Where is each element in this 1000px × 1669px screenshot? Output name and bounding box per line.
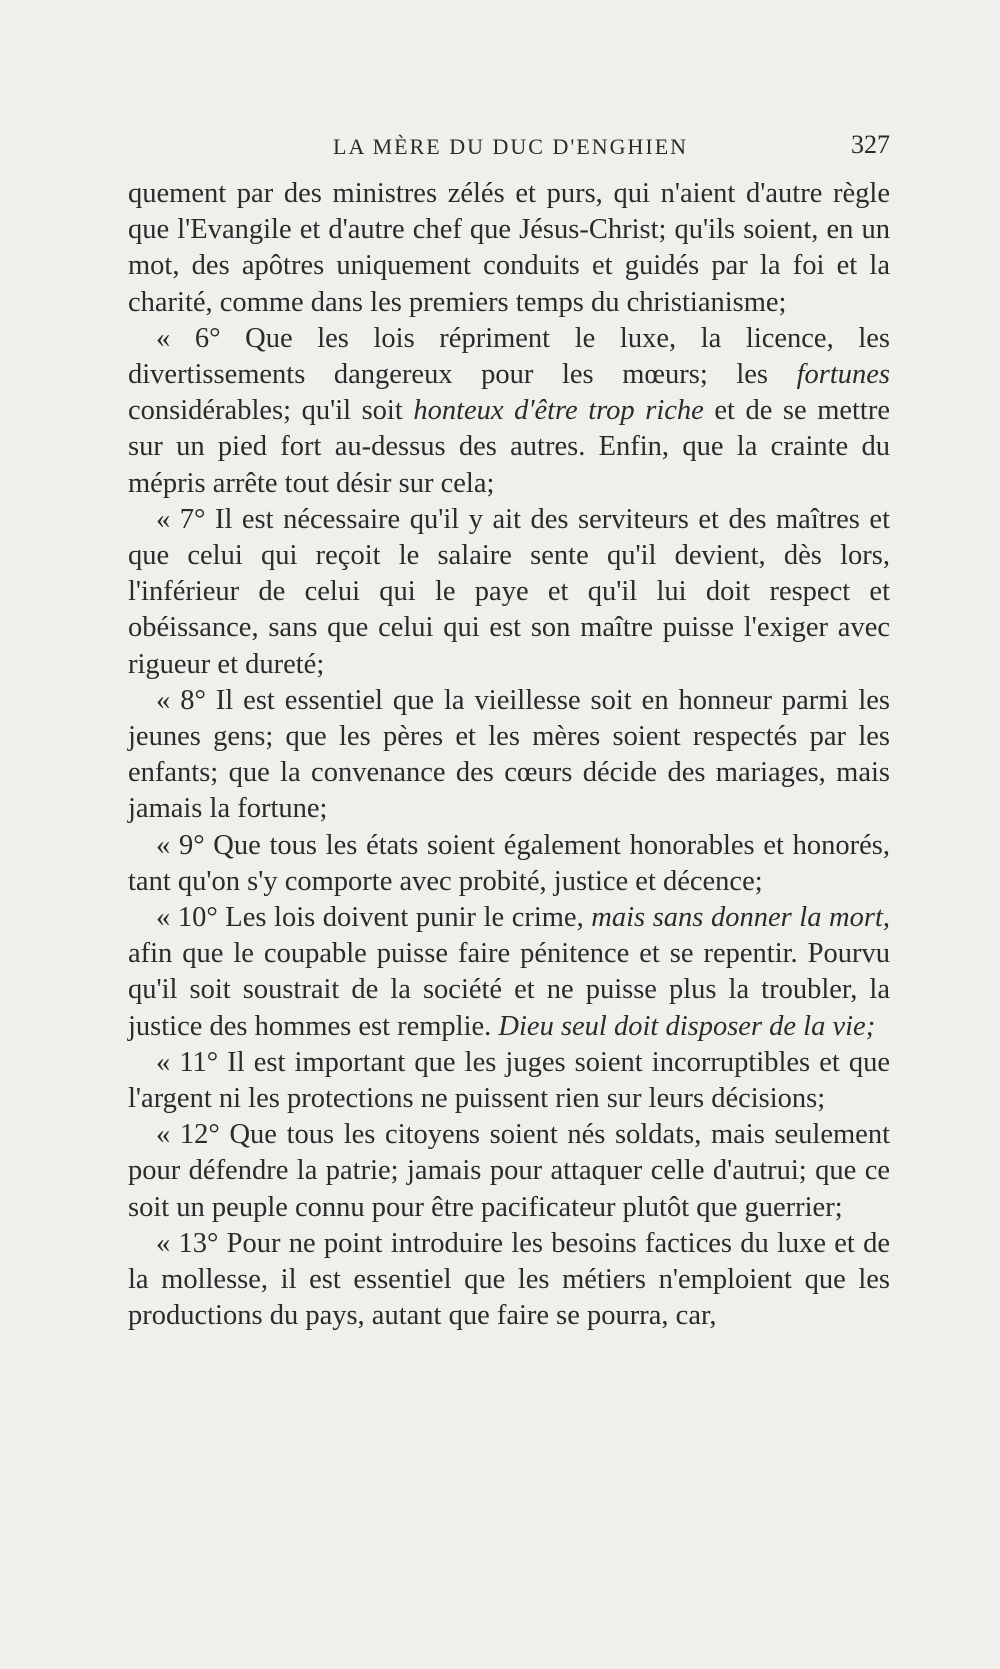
running-head: LA MÈRE DU DUC D'ENGHIEN — [333, 134, 689, 159]
paragraph — [128, 502, 890, 683]
page-header — [128, 126, 890, 166]
paragraph — [128, 900, 890, 1045]
page-number: 327 — [851, 130, 890, 159]
text-segment: « 12° Que tous les citoyens soient nés soldats, mais seulement pour défendre la patrie; jamais pour attaquer celle d'autrui; que ce soit un peuple connu pour être pacificateur plutôt que guerrier; — [128, 1119, 890, 1223]
paragraph — [128, 683, 890, 828]
text-segment: « 7° Il est nécessaire qu'il y ait des serviteurs et des maîtres et que celui qui reçoit le salaire sente qu'il devient, dès lors, l'inférieur de celui qui le paye et qu'il lui doit respect et obéissance, sans que celui qui est son maître puisse l'exiger avec rigueur et dureté; — [128, 503, 890, 680]
italic-text: honteux d'être trop riche — [413, 395, 704, 427]
paragraph — [128, 1045, 890, 1117]
paragraph — [128, 828, 890, 900]
text-segment: considérables; qu'il soit — [128, 395, 414, 427]
italic-text: mais sans donner la mort — [591, 902, 883, 934]
text-segment: , afin que le coupable puisse faire pénitence et se repentir. Pourvu qu'il soit soustrait de la société et ne puisse plus la troubler, la justice des hommes est remplie. — [128, 902, 890, 1042]
paragraph — [128, 1117, 890, 1226]
text-segment: « 13° Pour ne point introduire les besoins factices du luxe et de la mollesse, il est essentiel que les métiers n'emploient que les productions du pays, autant que faire se pourra, car, — [128, 1227, 890, 1332]
paragraph — [128, 321, 890, 502]
text-segment: « 6° Que les lois répriment le luxe, la licence, les divertissements dangereux pour les mœurs; les — [128, 322, 890, 391]
text-segment: « 8° Il est essentiel que la vieillesse soit en honneur parmi les jeunes gens; que les pères et les mères soient respectés par les enfants; que la convenance des cœurs décide des mariages, mais jamais la fortune; — [128, 684, 890, 825]
text-segment: « 11° Il est important que les juges soient incorruptibles et que l'argent ni les protections ne puissent rien sur leurs décisions; — [128, 1046, 890, 1115]
body-text — [128, 176, 890, 1335]
paragraph — [128, 1226, 890, 1335]
italic-text: fortunes — [796, 359, 890, 391]
text-segment: « 10° Les lois doivent punir le crime, — [156, 902, 592, 934]
text-segment: et de se mettre sur un pied fort au-dessus des autres. Enfin, que la crainte du mépris arrête tout désir sur cela; — [128, 395, 890, 499]
text-segment: quement par des ministres zélés et purs, qui n'aient d'autre règle que l'Evangile et d'autre chef que Jésus-Christ; qu'ils soient, en un mot, des apôtres uniquement conduits et guidés par la foi et la charité, comme dans les premiers temps du christianisme; — [128, 178, 890, 318]
text-segment: « 9° Que tous les états soient également honorables et honorés, tant qu'on s'y comporte avec probité, justice et décence; — [128, 829, 890, 897]
paragraph — [128, 176, 890, 321]
italic-text: Dieu seul doit disposer de la vie; — [498, 1010, 876, 1042]
